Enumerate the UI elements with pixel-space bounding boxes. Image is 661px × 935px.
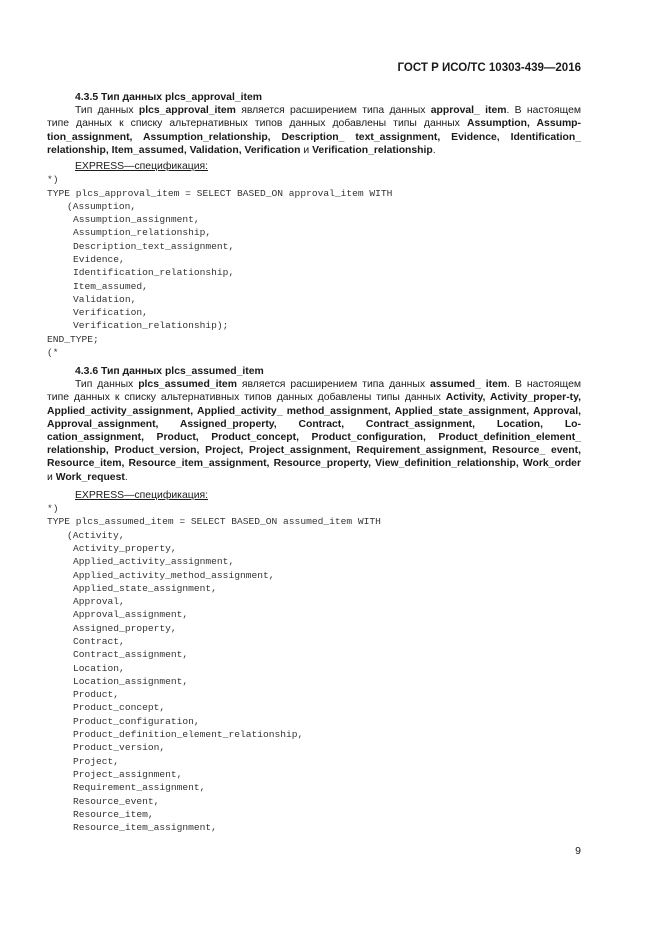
- page-number: 9: [575, 845, 581, 857]
- section-heading: 4.3.6 Тип данных plcs_assumed_item: [75, 366, 264, 377]
- text-run: и: [47, 471, 56, 483]
- code-select-item: (Assumption,: [67, 200, 137, 212]
- code-select-items: [47, 529, 581, 835]
- text-run: .: [124, 471, 128, 483]
- bold-term: Activity, Activity_proper-ty, Applied_activity_assignment, Applied_activity_ method_assignment, Applied_state_assignment, Approval, Approval_assignment, Assigned_property, Contract, Contract_assignment, Location, Lo-cation_assignment, Product, Product_concept, Product_configuration, Product_definition_element_ relationship, Product_version, Project, Project_assignment, Requirement_assignment, Resource_ event, Resource_item, Resource_item_assignment, Resource_property, View_definition_relationship, Work_order: [47, 392, 582, 470]
- code-select-item: Product_definition_element_relationship,: [73, 729, 304, 741]
- section-heading: 4.3.5 Тип данных plcs_approval_item: [75, 92, 262, 103]
- text-run: .: [432, 144, 436, 156]
- bold-term: Work_request: [55, 471, 125, 483]
- code-select-items: [47, 200, 581, 333]
- code-select-item: Verification,: [73, 307, 148, 319]
- code-select-item: Identification_relationship,: [73, 267, 235, 279]
- code-select-item: Applied_state_assignment,: [73, 582, 217, 594]
- code-comment-close: *): [47, 174, 59, 186]
- code-select-item: Location_assignment,: [73, 675, 189, 687]
- text-run: . В настоящем типе данных к списку альтернативных типов данных добавлены типы данных: [47, 105, 581, 130]
- bold-term: approval_ item: [430, 105, 507, 117]
- code-select-item: Evidence,: [73, 254, 125, 265]
- code-select-item: Validation,: [73, 293, 137, 305]
- code-select-item: Location,: [73, 662, 125, 674]
- document-header: ГОСТ Р ИСО/ТС 10303-439—2016: [397, 62, 581, 74]
- code-select-item: Resource_item,: [73, 808, 154, 820]
- code-select-item: Applied_activity_assignment,: [73, 556, 235, 568]
- express-spec-label: EXPRESS—спецификация:: [75, 161, 209, 173]
- code-select-item: Product_concept,: [73, 702, 166, 714]
- express-code-block: [47, 173, 581, 359]
- code-select-item: Project_assignment,: [73, 768, 183, 780]
- section-paragraph: [47, 104, 581, 157]
- code-select-item: Project,: [73, 755, 120, 767]
- code-select-item: Verification_relationship);: [73, 320, 229, 332]
- text-run: . В настоящем типе данных к списку альтернативных типов данных добавлены типы данных: [47, 379, 581, 404]
- code-end-type: END_TYPE;: [47, 333, 99, 345]
- code-select-item: Assumption_assignment,: [73, 214, 200, 226]
- code-type-declaration: TYPE plcs_assumed_item = SELECT BASED_ON assumed_item WITH: [47, 516, 381, 528]
- express-code-block: [47, 502, 581, 834]
- bold-term: Verification_relationship: [312, 144, 433, 156]
- code-select-item: Approval,: [73, 596, 125, 608]
- bold-term: plcs_approval_item: [138, 105, 236, 117]
- express-spec-label: EXPRESS—спецификация:: [75, 489, 209, 501]
- code-select-item: Contract_assignment,: [73, 649, 189, 661]
- bold-term: Assumption, Assump-tion_assignment, Assumption_relationship, Description_ text_assignment, Evidence, Identification_ relationship, Item_assumed, Validation, Verification: [47, 118, 581, 156]
- code-select-item: Assigned_property,: [73, 622, 177, 634]
- code-select-item: Resource_item_assignment,: [73, 822, 217, 834]
- code-select-item: Product,: [73, 689, 120, 701]
- code-comment-open: (*: [47, 347, 59, 359]
- text-run: и: [300, 144, 313, 156]
- code-select-item: Assumption_relationship,: [73, 227, 212, 239]
- section-paragraph: [47, 378, 581, 484]
- code-select-item: Activity_property,: [73, 542, 177, 554]
- code-select-item: Product_version,: [73, 742, 166, 754]
- text-run: Тип данных: [75, 105, 139, 117]
- code-select-item: Product_configuration,: [73, 715, 200, 727]
- code-select-item: (Activity,: [67, 529, 125, 541]
- code-select-item: Resource_event,: [73, 795, 160, 807]
- text-run: является расширением типа данных: [235, 105, 431, 117]
- code-select-item: Description_text_assignment,: [73, 240, 235, 252]
- bold-term: assumed_ item: [430, 379, 508, 391]
- code-comment-close: *): [47, 503, 59, 515]
- bold-term: plcs_assumed_item: [138, 379, 237, 391]
- section-plcs-approval-item: [47, 91, 581, 359]
- code-select-item: Contract,: [73, 636, 125, 647]
- code-select-item: Requirement_assignment,: [73, 782, 206, 794]
- code-type-declaration: TYPE plcs_approval_item = SELECT BASED_ON approval_item WITH: [47, 187, 393, 199]
- code-select-item: Item_assumed,: [73, 280, 148, 292]
- code-select-item: Approval_assignment,: [73, 609, 189, 621]
- section-plcs-assumed-item: [47, 365, 581, 834]
- code-select-item: Applied_activity_method_assignment,: [73, 569, 275, 581]
- text-run: является расширением типа данных: [236, 379, 431, 391]
- text-run: Тип данных: [75, 379, 139, 391]
